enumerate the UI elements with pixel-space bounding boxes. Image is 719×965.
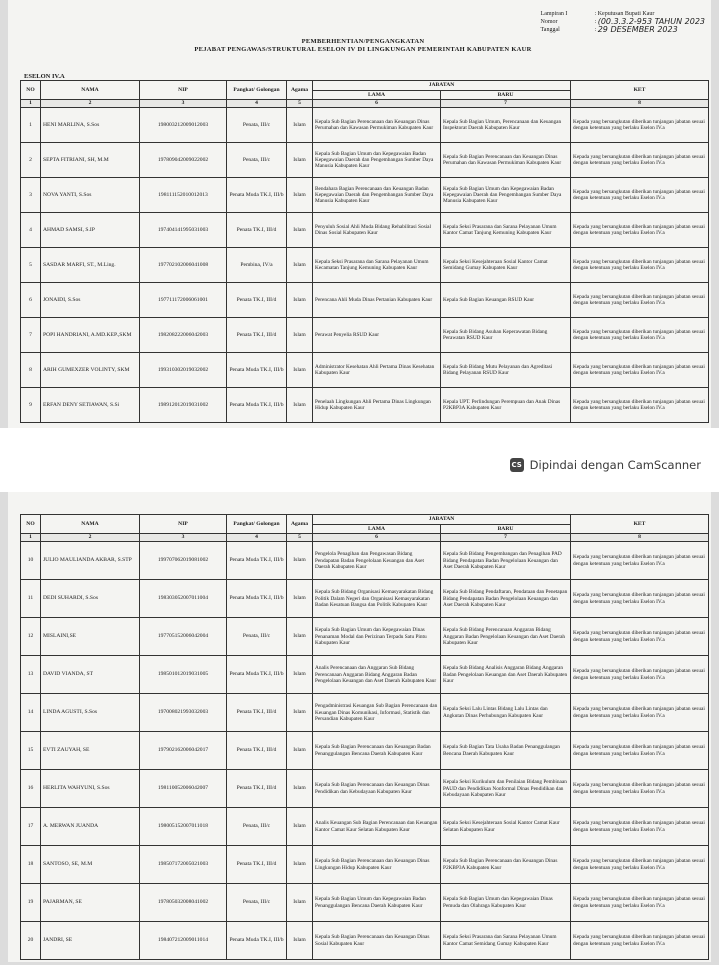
header-pangkat: Pangkat/ Golongan bbox=[227, 515, 287, 534]
row-no: 2 bbox=[21, 143, 41, 178]
tanggal-label: Tanggal bbox=[540, 27, 560, 33]
table-row bbox=[21, 846, 709, 884]
camscanner-label: Dipindai dengan CamScanner bbox=[529, 458, 701, 472]
table-row bbox=[21, 178, 709, 213]
row-agama: Islam bbox=[287, 213, 313, 248]
row-nama: ERFAN DENY SETIAWAN, S.Si bbox=[41, 388, 140, 423]
row-nip: 198111152010012013 bbox=[140, 178, 227, 213]
row-agama: Islam bbox=[287, 178, 313, 213]
row-jabatan-baru: Kepala Sub Bidang Perencanaan Anggaran Bidang Anggaran Badan Pengelolaan Keuangan dan Aset Daerah Kabupaten Kaur bbox=[441, 618, 571, 656]
row-agama: Islam bbox=[287, 770, 313, 808]
row-ket: Kepada yang bersangkutan diberikan tunjangan jabatan sesuai dengan ketentuan yang berlaku Eselon IV.a bbox=[571, 694, 709, 732]
header-lama: LAMA bbox=[313, 90, 441, 100]
row-pangkat: Penata, III/c bbox=[227, 884, 287, 922]
row-agama: Islam bbox=[287, 732, 313, 770]
table-row bbox=[21, 353, 709, 388]
row-no: 9 bbox=[21, 388, 41, 423]
header-no: NO bbox=[21, 81, 41, 100]
header-nip: NIP bbox=[140, 81, 227, 100]
row-nip: 197805032008041002 bbox=[140, 884, 227, 922]
table-row bbox=[21, 732, 709, 770]
tanggal-value: 29 DESEMBER 2023 bbox=[597, 25, 678, 34]
nomor-label: Nomor bbox=[540, 19, 558, 25]
row-ket: Kepada yang bersangkutan diberikan tunjangan jabatan sesuai dengan ketentuan yang berlaku Eselon IV.a bbox=[571, 283, 709, 318]
row-jabatan-lama: Kepala Sub Bagian Umum dan Kepegawaian Badan Kepegawaian Daerah dan Pengembangan Sumber Daya Manusia Kabupaten Kaur bbox=[313, 143, 441, 178]
row-jabatan-baru: Kepala Sub Bagian Tata Usaha Badan Penanggulangan Bencana Daerah Kabupaten Kaur bbox=[441, 732, 571, 770]
row-nip: 198005152007011018 bbox=[140, 808, 227, 846]
row-nama: HENI MARLINA, S.Sos bbox=[41, 108, 140, 143]
row-nip: 199707062019081002 bbox=[140, 542, 227, 580]
row-ket: Kepada yang bersangkutan diberikan tunjangan jabatan sesuai dengan ketentuan yang berlaku Eselon IV.a bbox=[571, 143, 709, 178]
row-agama: Islam bbox=[287, 248, 313, 283]
document-title bbox=[128, 38, 598, 54]
row-agama: Islam bbox=[287, 143, 313, 178]
nomor-value: (00.3.3.2-953 TAHUN 2023 bbox=[597, 17, 705, 26]
row-ket: Kepada yang bersangkutan diberikan tunjangan jabatan sesuai dengan ketentuan yang berlaku Eselon IV.a bbox=[571, 618, 709, 656]
row-jabatan-lama: Kepala Sub Bagian Umum dan Kepegawaian Badan Penanggulangan Bencana Daerah Kabupaten Kaur bbox=[313, 884, 441, 922]
row-no: 4 bbox=[21, 213, 41, 248]
row-ket: Kepada yang bersangkutan diberikan tunjangan jabatan sesuai dengan ketentuan yang berlaku Eselon IV.a bbox=[571, 922, 709, 960]
row-ket: Kepada yang bersangkutan diberikan tunjangan jabatan sesuai dengan ketentuan yang berlaku Eselon IV.a bbox=[571, 353, 709, 388]
row-jabatan-lama: Kepala Sub Bagian Perencanaan dan Keuangan Dinas Lingkungan Hidup Kabupaten Kaur bbox=[313, 846, 441, 884]
row-agama: Islam bbox=[287, 580, 313, 618]
row-nama: MISLAINI,SE bbox=[41, 618, 140, 656]
table-row bbox=[21, 580, 709, 618]
table-row bbox=[21, 542, 709, 580]
row-jabatan-lama: Kepala Sub Bagian Umum dan Kepegawaian Dinas Penanaman Modal dan Perizinan Terpadu Satu Pintu Kabupaten Kaur bbox=[313, 618, 441, 656]
table-row bbox=[21, 618, 709, 656]
row-agama: Islam bbox=[287, 808, 313, 846]
row-ket: Kepada yang bersangkutan diberikan tunjangan jabatan sesuai dengan ketentuan yang berlaku Eselon IV.a bbox=[571, 213, 709, 248]
row-nama: EVTI ZAUYAH, SE bbox=[41, 732, 140, 770]
row-agama: Islam bbox=[287, 542, 313, 580]
row-jabatan-baru: Kepala UPT. Perlindungan Perempuan dan Anak Dinas P2KBP3A Kabupaten Kaur bbox=[441, 388, 571, 423]
table-row bbox=[21, 318, 709, 353]
row-ket: Kepada yang bersangkutan diberikan tunjangan jabatan sesuai dengan ketentuan yang berlaku Eselon IV.a bbox=[571, 884, 709, 922]
row-pangkat: Penata Muda TK.I, III/b bbox=[227, 580, 287, 618]
row-nip: 197404141995031003 bbox=[140, 213, 227, 248]
row-ket: Kepada yang bersangkutan diberikan tunjangan jabatan sesuai dengan ketentuan yang berlaku Eselon IV.a bbox=[571, 808, 709, 846]
header-lama: LAMA bbox=[313, 524, 441, 534]
row-jabatan-lama: Pengadministrasi Keuangan Sub Bagian Perencanaan dan Keuangan Dinas Komunikasi, Informasi, Statistik dan Persandian Kabupaten Kaur bbox=[313, 694, 441, 732]
row-nip: 198208222006042003 bbox=[140, 318, 227, 353]
row-nip: 197702102006041008 bbox=[140, 248, 227, 283]
eselon-label: ESELON IV.A bbox=[24, 73, 65, 80]
lampiran-label: Lampiran I bbox=[540, 11, 568, 17]
row-nama: DEDI SUHARDI, S.Sos bbox=[41, 580, 140, 618]
title-line-2: PEJABAT PENGAWAS/STRUKTURAL ESELON IV DI LINGKUNGAN PEMERINTAH KABUPATEN KAUR bbox=[194, 46, 532, 53]
personnel-table-2 bbox=[20, 514, 709, 960]
row-no: 20 bbox=[21, 922, 41, 960]
row-nama: SEPTA FITRIANI, SH, M.M bbox=[41, 143, 140, 178]
row-jabatan-lama: Kepala Seksi Prasarana dan Sarana Pelayanan Umum Kecamatan Tanjung Kemuning Kabupaten Kaur bbox=[313, 248, 441, 283]
row-jabatan-lama: Bendahara Bagian Perencanaan dan Keuangan Badan Kepegawaian Daerah dan Pengembangan Sumber Daya Manusia Kabupaten Kaur bbox=[313, 178, 441, 213]
row-agama: Islam bbox=[287, 884, 313, 922]
table-row bbox=[21, 388, 709, 423]
row-jabatan-baru: Kepala Sub Bagian Umum, Perencanaan dan Keuangan Inspektorat Daerah Kabupaten Kaur bbox=[441, 108, 571, 143]
row-no: 8 bbox=[21, 353, 41, 388]
table-row bbox=[21, 283, 709, 318]
row-jabatan-lama: Penelaah Lingkungan Ahli Pertama Dinas Lingkungan Hidup Kabupaten Kaur bbox=[313, 388, 441, 423]
row-jabatan-lama: Analis Perencanaan dan Anggaran Sub Bidang Perencanaan Anggaran Bidang Anggaran Badan Pengelolaan Keuangan dan Aset Daerah Kabupaten Kaur bbox=[313, 656, 441, 694]
header-agama: Agama bbox=[287, 81, 313, 100]
row-pangkat: Penata TK.I, III/d bbox=[227, 318, 287, 353]
row-jabatan-lama: Administrator Kesehatan Ahli Pertama Dinas Kesehatan Kabupaten Kaur bbox=[313, 353, 441, 388]
row-pangkat: Penata Muda TK.I, III/b bbox=[227, 922, 287, 960]
row-no: 12 bbox=[21, 618, 41, 656]
table-row bbox=[21, 248, 709, 283]
row-jabatan-baru: Kepala Seksi Prasarana dan Sarana Pelayanan Umum Kantor Camat Tanjung Kemuning Kabupaten Kaur bbox=[441, 213, 571, 248]
header-nama: NAMA bbox=[41, 515, 140, 534]
row-no: 14 bbox=[21, 694, 41, 732]
row-pangkat: Penata, III/c bbox=[227, 108, 287, 143]
table-row bbox=[21, 213, 709, 248]
row-jabatan-lama: Perencana Ahli Muda Dinas Pertanian Kabupaten Kaur bbox=[313, 283, 441, 318]
row-no: 19 bbox=[21, 884, 41, 922]
row-nama: PAJARMAN, SE bbox=[41, 884, 140, 922]
row-pangkat: Penata TK.I, III/d bbox=[227, 732, 287, 770]
row-no: 17 bbox=[21, 808, 41, 846]
row-jabatan-baru: Kepala Sub Bidang Analisis Anggaran Bidang Anggaran Badan Pengelolaan Keuangan dan Aset Daerah Kabupaten Kaur bbox=[441, 656, 571, 694]
row-ket: Kepada yang bersangkutan diberikan tunjangan jabatan sesuai dengan ketentuan yang berlaku Eselon IV.a bbox=[571, 542, 709, 580]
title-line-1: PEMBERHENTIAN/PENGANGKATAN bbox=[301, 38, 425, 45]
row-no: 11 bbox=[21, 580, 41, 618]
row-nip: 197008021993032003 bbox=[140, 694, 227, 732]
row-nama: SASDAR MARFI, ST., M.Ling. bbox=[41, 248, 140, 283]
row-pangkat: Penata TK.I, III/d bbox=[227, 213, 287, 248]
row-jabatan-lama: Penyuluh Sosial Ahli Muda Bidang Rehabilitasi Sosial Dinas Sosial Kabupaten Kaur bbox=[313, 213, 441, 248]
row-nip: 198407212009011014 bbox=[140, 922, 227, 960]
lampiran-block: Lampiran I : Keputusan Bupati Kaur Nomor : (00.3.3.2-953 TAHUN 2023 Tanggal : 29 DESEMBER 2023 bbox=[540, 11, 705, 34]
row-nip: 198303052007011004 bbox=[140, 580, 227, 618]
row-agama: Islam bbox=[287, 283, 313, 318]
header-jabatan: JABATAN bbox=[313, 81, 571, 91]
row-agama: Islam bbox=[287, 318, 313, 353]
row-jabatan-baru: Kepala Sub Bagian Perencanaan dan Keuangan Dinas P2KBP3A Kabupaten Kaur bbox=[441, 846, 571, 884]
row-jabatan-lama: Kepala Sub Bagian Perencanaan dan Keuangan Dinas Sosial Kabupaten Kaur bbox=[313, 922, 441, 960]
row-jabatan-baru: Kepala Sub Bagian Umum dan Kepegawaian Badan Kepegawaian Daerah dan Pengembangan Sumber Daya Manusia Kabupaten Kaur bbox=[441, 178, 571, 213]
row-nip: 198110052006042007 bbox=[140, 770, 227, 808]
header-no: NO bbox=[21, 515, 41, 534]
row-agama: Islam bbox=[287, 922, 313, 960]
row-nip: 198507172005021003 bbox=[140, 846, 227, 884]
row-no: 18 bbox=[21, 846, 41, 884]
row-pangkat: Penata, III/c bbox=[227, 618, 287, 656]
row-pangkat: Penata Muda TK.I, III/b bbox=[227, 656, 287, 694]
row-jabatan-baru: Kepala Sub Bidang Asuhan Keperawatan Bidang Perawatan RSUD Kaur bbox=[441, 318, 571, 353]
row-nip: 197809042009022002 bbox=[140, 143, 227, 178]
row-ket: Kepada yang bersangkutan diberikan tunjangan jabatan sesuai dengan ketentuan yang berlaku Eselon IV.a bbox=[571, 846, 709, 884]
header-ket: KET bbox=[571, 81, 709, 100]
table-row bbox=[21, 656, 709, 694]
row-pangkat: Penata Muda TK.I, III/b bbox=[227, 353, 287, 388]
personnel-table-1 bbox=[20, 80, 709, 423]
row-nama: JANDRI, SE bbox=[41, 922, 140, 960]
row-pangkat: Penata TK.I, III/d bbox=[227, 770, 287, 808]
row-agama: Islam bbox=[287, 353, 313, 388]
lampiran-value: Keputusan Bupati Kaur bbox=[597, 11, 655, 17]
row-jabatan-baru: Kepala Sub Bidang Pendaftaran, Pendataan dan Penetapan Bidang Pendapatan Badan Pengelolaan Keuangan dan Aset Daerah Kabupaten Kaur bbox=[441, 580, 571, 618]
camscanner-icon: CS bbox=[510, 458, 524, 472]
row-nip: 197711172006061001 bbox=[140, 283, 227, 318]
row-ket: Kepada yang bersangkutan diberikan tunjangan jabatan sesuai dengan ketentuan yang berlaku Eselon IV.a bbox=[571, 178, 709, 213]
row-jabatan-baru: Kepala Sub Bagian Umum dan Kepegawaian Dinas Pemuda dan Olahraga Kabupaten Kaur bbox=[441, 884, 571, 922]
row-jabatan-lama: Perawat Penyelia RSUD Kaur bbox=[313, 318, 441, 353]
row-jabatan-baru: Kepala Sub Bagian Keuangan RSUD Kaur bbox=[441, 283, 571, 318]
row-nip: 199310302019032002 bbox=[140, 353, 227, 388]
table-row bbox=[21, 770, 709, 808]
row-jabatan-lama: Pengelola Penagihan dan Pengawasan Bidang Pendapatan Badan Pengelolaan Keuangan dan Aset Daerah Kabupaten Kaur bbox=[313, 542, 441, 580]
row-no: 7 bbox=[21, 318, 41, 353]
row-agama: Islam bbox=[287, 618, 313, 656]
row-nama: SANTOSO, SE, M.M bbox=[41, 846, 140, 884]
row-agama: Islam bbox=[287, 656, 313, 694]
row-agama: Islam bbox=[287, 846, 313, 884]
row-ket: Kepada yang bersangkutan diberikan tunjangan jabatan sesuai dengan ketentuan yang berlaku Eselon IV.a bbox=[571, 580, 709, 618]
camscanner-bar bbox=[0, 428, 719, 492]
row-pangkat: Penata TK.I, III/d bbox=[227, 283, 287, 318]
column-number-row: 1 2 3 4 5 6 7 8 bbox=[21, 100, 709, 108]
row-jabatan-lama: Kepala Sub Bagian Perencanaan dan Keuangan Dinas Pendidikan dan Kebudayaan Kabupaten Kaur bbox=[313, 770, 441, 808]
row-ket: Kepada yang bersangkutan diberikan tunjangan jabatan sesuai dengan ketentuan yang berlaku Eselon IV.a bbox=[571, 318, 709, 353]
row-pangkat: Penata Muda TK.I, III/b bbox=[227, 542, 287, 580]
row-ket: Kepada yang bersangkutan diberikan tunjangan jabatan sesuai dengan ketentuan yang berlaku Eselon IV.a bbox=[571, 770, 709, 808]
row-no: 6 bbox=[21, 283, 41, 318]
row-pangkat: Penata, III/c bbox=[227, 808, 287, 846]
row-jabatan-lama: Kepala Sub Bagian Perencanaan dan Keuangan Badan Penanggulangan Bencana Daerah Kabupaten Kaur bbox=[313, 732, 441, 770]
header-nip: NIP bbox=[140, 515, 227, 534]
row-nip: 198003212009012003 bbox=[140, 108, 227, 143]
row-ket: Kepada yang bersangkutan diberikan tunjangan jabatan sesuai dengan ketentuan yang berlaku Eselon IV.a bbox=[571, 248, 709, 283]
row-jabatan-baru: Kepala Seksi Kurikulum dan Penilaian Bidang Pembinaan PAUD dan Pendidikan Nonformal Dinas Pendidikan dan Kebudayaan Kabupaten Kaur bbox=[441, 770, 571, 808]
row-pangkat: Penata TK.I, III/d bbox=[227, 846, 287, 884]
row-jabatan-baru: Kepala Seksi Prasarana dan Sarana Pelayanan Umum Kantor Camat Semidang Gumay Kabupaten Kaur bbox=[441, 922, 571, 960]
row-pangkat: Penata TK.I, III/d bbox=[227, 694, 287, 732]
table-row bbox=[21, 694, 709, 732]
row-jabatan-baru: Kepala Sub Bidang Pengembangan dan Penagihan PAD Bidang Pendapatan Badan Pengelolaan Keuangan dan Aset Daerah Kabupaten Kaur bbox=[441, 542, 571, 580]
row-jabatan-baru: Kepala Seksi Lalu Lintas Bidang Lalu Lintas dan Angkutan Dinas Perhubungan Kabupaten Kaur bbox=[441, 694, 571, 732]
header-nama: NAMA bbox=[41, 81, 140, 100]
row-jabatan-baru: Kepala Seksi Kesejahteraan Sosial Kantor Camat Kaur Selatan Kabupaten Kaur bbox=[441, 808, 571, 846]
row-nama: NOVA YANTI, S.Sos bbox=[41, 178, 140, 213]
camscanner-brand bbox=[510, 458, 701, 472]
row-nip: 197705152006042004 bbox=[140, 618, 227, 656]
document-page-2 bbox=[8, 492, 711, 962]
row-no: 5 bbox=[21, 248, 41, 283]
row-pangkat: Pembina, IV/a bbox=[227, 248, 287, 283]
row-no: 1 bbox=[21, 108, 41, 143]
row-jabatan-baru: Kepala Sub Bagian Perencanaan dan Keuangan Dinas Perumahan dan Kawasan Permukiman Kabupaten Kaur bbox=[441, 143, 571, 178]
row-ket: Kepada yang bersangkutan diberikan tunjangan jabatan sesuai dengan ketentuan yang berlaku Eselon IV.a bbox=[571, 388, 709, 423]
table-row bbox=[21, 808, 709, 846]
row-agama: Islam bbox=[287, 388, 313, 423]
row-no: 13 bbox=[21, 656, 41, 694]
row-jabatan-lama: Kepala Sub Bagian Perencanaan dan Keuangan Dinas Perumahan dan Kawasan Permukiman Kabupaten Kaur bbox=[313, 108, 441, 143]
row-nama: A. MERWAN JUANDA bbox=[41, 808, 140, 846]
row-pangkat: Penata, III/c bbox=[227, 143, 287, 178]
row-agama: Islam bbox=[287, 108, 313, 143]
row-jabatan-baru: Kepala Sub Bidang Mutu Pelayanan dan Agreditasi Bidang Pelayanan RSUD Kaur bbox=[441, 353, 571, 388]
row-nip: 197902162006042017 bbox=[140, 732, 227, 770]
table-row bbox=[21, 143, 709, 178]
row-nama: HERLITA WAHYUNI, S.Sos bbox=[41, 770, 140, 808]
column-number-row: 1 2 3 4 5 6 7 8 bbox=[21, 534, 709, 542]
row-jabatan-lama: Analis Keuangan Sub Bagian Perencanaan dan Keuangan Kantor Camat Kaur Selatan Kabupaten Kaur bbox=[313, 808, 441, 846]
row-no: 10 bbox=[21, 542, 41, 580]
row-nama: POPI HANDRIANI, A.MD.KEP.,SKM bbox=[41, 318, 140, 353]
row-nama: LINDA AGUSTI, S.Sos bbox=[41, 694, 140, 732]
table-row bbox=[21, 922, 709, 960]
row-pangkat: Penata Muda TK.I, III/b bbox=[227, 388, 287, 423]
table-row bbox=[21, 108, 709, 143]
row-nip: 198501012019031005 bbox=[140, 656, 227, 694]
row-pangkat: Penata Muda TK.I, III/b bbox=[227, 178, 287, 213]
header-agama: Agama bbox=[287, 515, 313, 534]
row-no: 15 bbox=[21, 732, 41, 770]
table-row bbox=[21, 884, 709, 922]
row-ket: Kepada yang bersangkutan diberikan tunjangan jabatan sesuai dengan ketentuan yang berlaku Eselon IV.a bbox=[571, 108, 709, 143]
row-no: 16 bbox=[21, 770, 41, 808]
header-baru: BARU bbox=[441, 524, 571, 534]
header-jabatan: JABATAN bbox=[313, 515, 571, 525]
row-nama: JONAIDI, S.Sos bbox=[41, 283, 140, 318]
header-pangkat: Pangkat/ Golongan bbox=[227, 81, 287, 100]
row-nama: AHMAD SAMSI, S.IP bbox=[41, 213, 140, 248]
row-nip: 198912012019031002 bbox=[140, 388, 227, 423]
row-jabatan-lama: Kepala Sub Bidang Organisasi Kemasyarakatan Bidang Politik Dalam Negeri dan Organisasi Kemasyarakatan Badan Kesatuan Bangsa dan Politik Kabupaten Kaur bbox=[313, 580, 441, 618]
row-no: 3 bbox=[21, 178, 41, 213]
document-page-1 bbox=[8, 0, 711, 428]
header-baru: BARU bbox=[441, 90, 571, 100]
row-nama: DAVID VIANDA, ST bbox=[41, 656, 140, 694]
row-ket: Kepada yang bersangkutan diberikan tunjangan jabatan sesuai dengan ketentuan yang berlaku Eselon IV.a bbox=[571, 732, 709, 770]
row-agama: Islam bbox=[287, 694, 313, 732]
row-nama: ARIH GUMEXZER VOLINTY, SKM bbox=[41, 353, 140, 388]
header-ket: KET bbox=[571, 515, 709, 534]
row-ket: Kepada yang bersangkutan diberikan tunjangan jabatan sesuai dengan ketentuan yang berlaku Eselon IV.a bbox=[571, 656, 709, 694]
row-jabatan-baru: Kepala Seksi Kesejahteraan Sosial Kantor Camat Semidang Gumay Kabupaten Kaur bbox=[441, 248, 571, 283]
row-nama: JULIO MAULIANDA AKBAR, S.STP bbox=[41, 542, 140, 580]
